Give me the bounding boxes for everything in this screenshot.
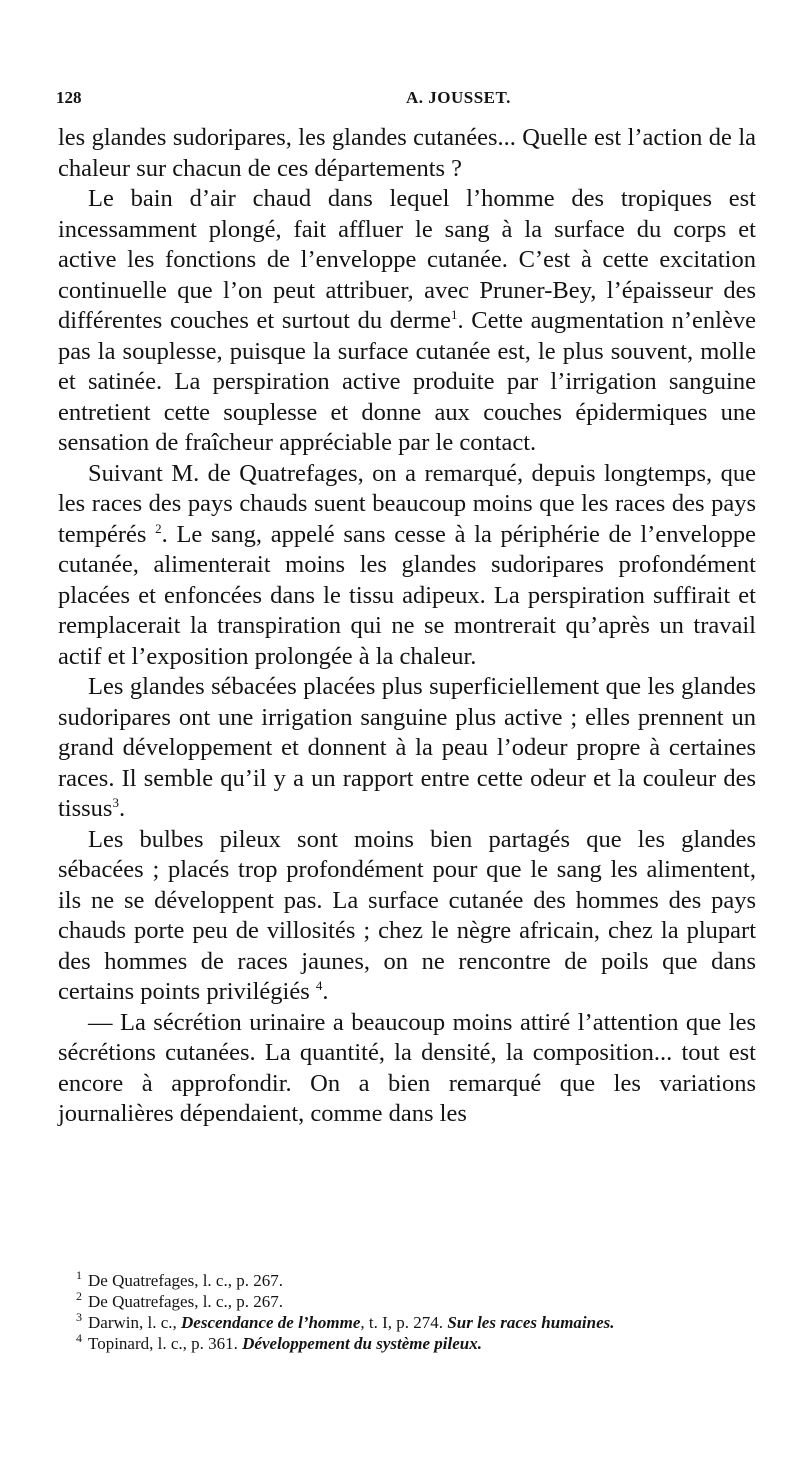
footnote-ref[interactable]: 3 [112, 794, 119, 810]
footnote [58, 1333, 756, 1354]
footnote-mark: 3 [76, 1310, 82, 1325]
footnote-text: Darwin, l. c., [88, 1313, 182, 1332]
footnote-text: De Quatrefages, l. c., p. 267. [88, 1292, 283, 1311]
paragraph-text: Les glandes sébacées placées plus superficiellement que les glandes sudoripares ont une irrigation sanguine plus active ; elles prennent un grand développement et donnent à la peau l’odeur propre à certaines races. Il semble qu’il y a un rapport entre cette odeur et la couleur des tissus [58, 673, 756, 822]
footnote-ref[interactable]: 1 [450, 306, 458, 322]
footnote-mark: 4 [76, 1331, 82, 1346]
paragraph [58, 459, 756, 673]
footnote [58, 1270, 756, 1291]
paragraph [58, 825, 756, 1008]
footnote-mark: 2 [76, 1289, 82, 1304]
footnote-title: Descendance de l’homme [181, 1313, 361, 1332]
paragraph-text: Suivant M. de Quatrefages, on a remarqué, depuis longtemps, que les races des pays chauds suent beaucoup moins que les races des pays tempérés [58, 459, 756, 548]
paragraph [58, 184, 756, 459]
page-header [56, 88, 756, 114]
footnote-ref[interactable]: 4 [315, 977, 323, 993]
body-text [58, 123, 756, 1130]
running-title: A. JOUSSET. [406, 88, 511, 107]
paragraph-text: . [322, 978, 329, 1005]
paragraph-text: . [118, 795, 126, 822]
footnotes [58, 1270, 756, 1354]
footnote [58, 1291, 756, 1312]
page-number: 128 [56, 88, 82, 107]
paragraph-text: les glandes sudoripares, les glandes cutanées... Quelle est l’action de la chaleur sur chacun de ces départements ? [58, 124, 756, 182]
footnote-title: Sur les races humaines. [447, 1313, 615, 1332]
paragraph-text: . Cette augmentation n’enlève pas la souplesse, puisque la surface cutanée est, le plus souvent, molle et satinée. La perspiration active produite par l’irrigation sanguine entretient cette souplesse et donne aux couches épidermiques une sensation de fraîcheur appréciable par le contact. [58, 307, 756, 456]
footnote-title: Développement du système pileux. [242, 1334, 482, 1353]
paragraph-text: . Le sang, appelé sans cesse à la périphérie de l’enveloppe cutanée, alimenterait moins les glandes sudoripares profondément placées et enfoncées dans le tissu adipeux. La perspiration suffirait et remplacerait la transpiration qui ne se montrerait qu’après un travail actif et l’exposition prolongée à la chaleur. [58, 520, 757, 670]
paragraph [58, 1008, 756, 1130]
paragraph-text: Le bain d’air chaud dans lequel l’homme des tropiques est incessamment plongé, fait affluer le sang à la surface du corps et active les fonctions de l’enveloppe cutanée. C’est à cette excitation continuelle que l’on peut attribuer, avec Pruner-Bey, l’épaisseur des différentes couches et surtout du derme [58, 185, 756, 334]
paragraph [58, 123, 756, 184]
paragraph-text: — La sécrétion urinaire a beaucoup moins attiré l’attention que les sécrétions cutanées. La quantité, la densité, la composition... tout est encore à approfondir. On a bien remarqué que les variations journalières dépendaient, comme dans les [58, 1008, 756, 1127]
footnote-ref[interactable]: 2 [155, 520, 162, 536]
footnote [58, 1312, 756, 1333]
footnote-mark: 1 [76, 1268, 82, 1283]
footnote-text: Topinard, l. c., p. 361. [88, 1334, 243, 1353]
paragraph [58, 672, 756, 825]
footnote-text: De Quatrefages, l. c., p. 267. [88, 1271, 283, 1290]
footnote-text: , t. I, p. 274. [360, 1313, 448, 1332]
paragraph-text: Les bulbes pileux sont moins bien partagés que les glandes sébacées ; placés trop profondément pour que le sang les alimentent, ils ne se développent pas. La surface cutanée des hommes des pays chauds porte peu de villosités ; chez le nègre africain, chez la plupart des hommes de races jaunes, on ne rencontre de poils que dans certains points privilégiés [58, 825, 756, 1005]
